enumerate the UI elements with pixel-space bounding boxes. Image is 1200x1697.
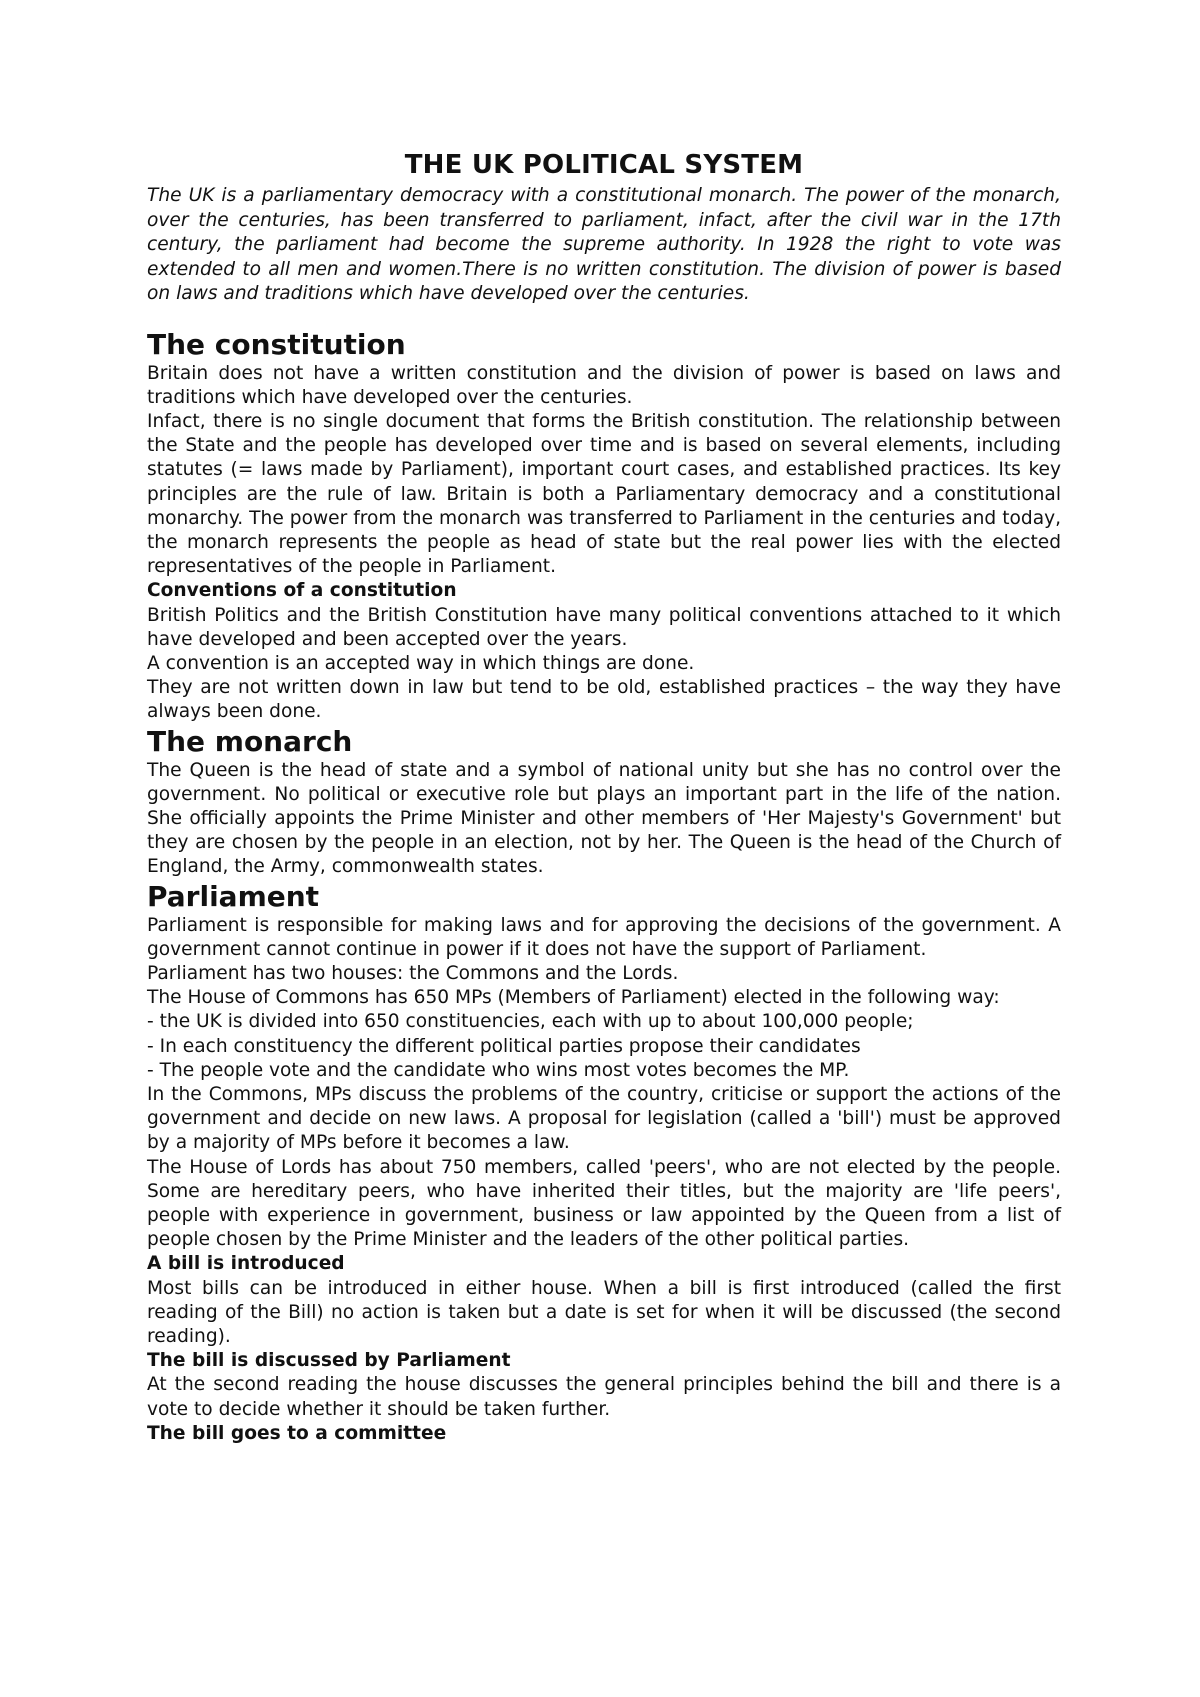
conventions-paragraph-3: They are not written down in law but tend to be old, established practices – the way they have always been done. bbox=[147, 677, 1061, 723]
parliament-paragraph-1: Parliament is responsible for making laws and for approving the decisions of the government. A government cannot continue in power if it does not have the support of Parliament. bbox=[147, 914, 1061, 960]
heading-constitution: The constitution bbox=[147, 327, 406, 361]
list-item: - In each constituency the different political parties propose their candidates bbox=[147, 1035, 861, 1057]
document-title: THE UK POLITICAL SYSTEM bbox=[404, 150, 804, 180]
heading-parliament: Parliament bbox=[147, 879, 320, 913]
list-item: - the UK is divided into 650 constituencies, each with up to about 100,000 people; bbox=[147, 1011, 914, 1033]
parliament-paragraph-2: Parliament has two houses: the Commons and the Lords. bbox=[147, 962, 679, 984]
bill-discussed-paragraph: At the second reading the house discusses the general principles behind the bill and there is a vote to decide whether it should be taken further. bbox=[147, 1374, 1061, 1420]
parliament-paragraph-4: In the Commons, MPs discuss the problems of the country, criticise or support the actions of the government and decide on new laws. A proposal for legislation (called a 'bill') must be approved by a majority of MPs before it becomes a law. bbox=[147, 1083, 1061, 1154]
constitution-paragraph-1: Britain does not have a written constitution and the division of power is based on laws and traditions which have developed over the centuries. bbox=[147, 362, 1061, 408]
subheading-bill-introduced: A bill is introduced bbox=[147, 1253, 345, 1275]
conventions-paragraph-2: A convention is an accepted way in which things are done. bbox=[147, 652, 695, 674]
bill-introduced-paragraph: Most bills can be introduced in either house. When a bill is first introduced (called the first reading of the Bill) no action is taken but a date is set for when it will be discussed (the second reading). bbox=[147, 1277, 1061, 1348]
constitution-paragraph-2: Infact, there is no single document that forms the British constitution. The relationship between the State and the people has developed over time and is based on several elements, including statutes (= laws made by Parliament), important court cases, and established practices. Its key principles are the rule of law. Britain is both a Parliamentary democracy and a constitutional monarchy. The power from the monarch was transferred to Parliament in the centuries and today, the monarch represents the people as head of state but the real power lies with the elected representatives of the people in Parliament. bbox=[147, 410, 1061, 578]
parliament-paragraph-3: The House of Commons has 650 MPs (Members of Parliament) elected in the following way: bbox=[147, 987, 1000, 1009]
conventions-paragraph-1: British Politics and the British Constitution have many political conventions attached to it which have developed and been accepted over the years. bbox=[147, 604, 1061, 650]
intro-paragraph: The UK is a parliamentary democracy with a constitutional monarch. The power of the monarch, over the centuries, has been transferred to parliament, infact, after the civil war in the 17th century, the parliament had become the supreme authority. In 1928 the right to vote was extended to all men and women.There is no written constitution. The division of power is based on laws and traditions which have developed over the centuries. bbox=[147, 185, 1061, 304]
list-item: - The people vote and the candidate who wins most votes becomes the MP. bbox=[147, 1059, 850, 1081]
heading-monarch: The monarch bbox=[147, 724, 353, 758]
document-page bbox=[147, 146, 1061, 1446]
parliament-paragraph-5: The House of Lords has about 750 members, called 'peers', who are not elected by the people. Some are hereditary peers, who have inherited their titles, but the majority are 'life peers', people with experience in government, business or law appointed by the Queen from a list of people chosen by the Prime Minister and the leaders of the other political parties. bbox=[147, 1156, 1061, 1251]
subheading-bill-discussed: The bill is discussed by Parliament bbox=[147, 1350, 511, 1372]
monarch-paragraph: The Queen is the head of state and a symbol of national unity but she has no control over the government. No political or executive role but plays an important part in the life of the nation. She officially appoints the Prime Minister and other members of 'Her Majesty's Government' but they are chosen by the people in an election, not by her. The Queen is the head of the Church of England, the Army, commonwealth states. bbox=[147, 759, 1061, 878]
subheading-bill-committee: The bill goes to a committee bbox=[147, 1422, 447, 1444]
subheading-conventions: Conventions of a constitution bbox=[147, 580, 457, 602]
